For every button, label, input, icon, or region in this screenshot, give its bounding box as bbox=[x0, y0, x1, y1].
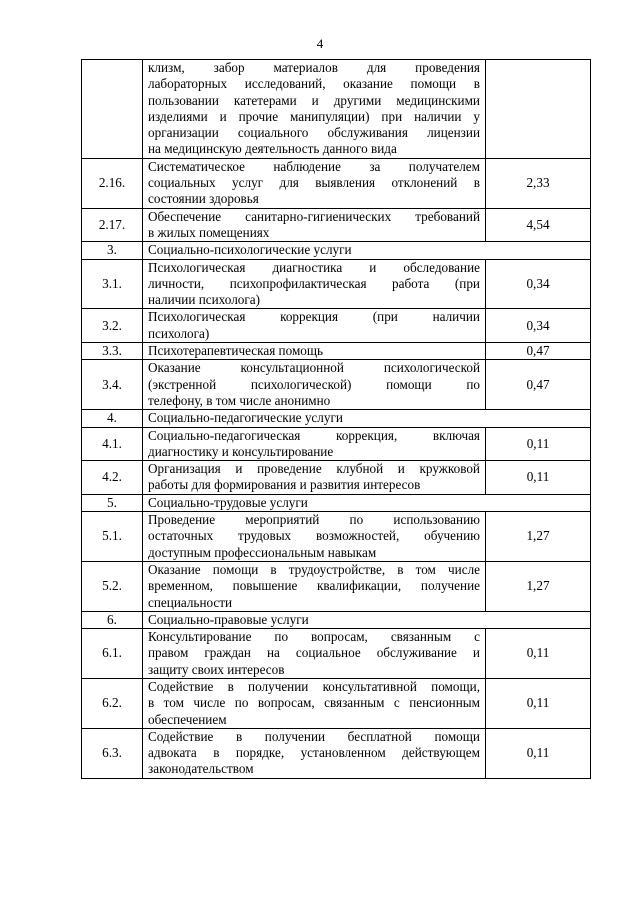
description-line: социальных услуг для выявления отклонений в bbox=[148, 175, 480, 191]
service-description bbox=[143, 60, 486, 159]
description-line: клизм, забор материалов для проведения bbox=[148, 60, 480, 75]
services-table-body bbox=[82, 60, 591, 779]
row-number: 5. bbox=[82, 494, 143, 511]
description-line: правом граждан на социальное обслуживание и bbox=[148, 645, 480, 661]
description-line: Систематическое наблюдение за получателем bbox=[148, 158, 480, 174]
section-row bbox=[82, 611, 591, 628]
description-line: Психологическая диагностика и обследование bbox=[148, 259, 480, 275]
norm-value: 0,47 bbox=[486, 343, 591, 360]
description-line: состоянии здоровья bbox=[148, 191, 259, 207]
description-line: личности, психопрофилактическая работа (при bbox=[148, 275, 480, 291]
row-number: 6.2. bbox=[82, 678, 143, 728]
table-row bbox=[82, 208, 591, 242]
description-line: остаточных трудовых возможностей, обучению bbox=[148, 528, 480, 544]
description-line: организации социального обслуживания лицензии bbox=[148, 125, 480, 141]
table-row bbox=[82, 360, 591, 410]
description-line: Оказание консультационной психологической bbox=[148, 360, 480, 376]
description-line: Социально-правовые услуги bbox=[148, 611, 309, 627]
description-line: Психологическая коррекция (при наличии bbox=[148, 309, 480, 325]
table-row bbox=[82, 427, 591, 461]
norm-value: 0,11 bbox=[486, 678, 591, 728]
table-row bbox=[82, 512, 591, 562]
table-row bbox=[82, 629, 591, 679]
description-line: Организация и проведение клубной и кружковой bbox=[148, 461, 480, 477]
service-description bbox=[143, 208, 486, 242]
description-line: Консультирование по вопросам, связанным с bbox=[148, 629, 480, 645]
description-line: временном, повышение квалификации, получение bbox=[148, 578, 480, 594]
table-row bbox=[82, 343, 591, 360]
service-description bbox=[143, 678, 486, 728]
row-number: 2.16. bbox=[82, 158, 143, 208]
description-line: законодательством bbox=[148, 761, 254, 777]
service-description bbox=[143, 360, 486, 410]
norm-value: 0,11 bbox=[486, 629, 591, 679]
row-number: 2.17. bbox=[82, 208, 143, 242]
service-description bbox=[143, 512, 486, 562]
norm-value: 0,34 bbox=[486, 259, 591, 309]
description-line: специальности bbox=[148, 594, 233, 610]
description-line: доступным профессиональным навыкам bbox=[148, 544, 377, 560]
row-number: 3. bbox=[82, 242, 143, 259]
table-row bbox=[82, 561, 591, 611]
service-description bbox=[143, 259, 486, 309]
description-line: защиту своих интересов bbox=[148, 661, 285, 677]
description-line: Социально-педагогические услуги bbox=[148, 410, 343, 426]
description-line: обеспечением bbox=[148, 711, 227, 727]
row-number: 3.3. bbox=[82, 343, 143, 360]
description-line: Проведение мероприятий по использованию bbox=[148, 512, 480, 528]
description-line: пользовании катетерами и другими медицинскими bbox=[148, 92, 480, 108]
norm-value: 0,47 bbox=[486, 360, 591, 410]
row-number: 3.1. bbox=[82, 259, 143, 309]
row-number bbox=[82, 60, 143, 159]
description-line: лабораторных исследований, оказание помощи в bbox=[148, 76, 480, 92]
description-line: психолога) bbox=[148, 325, 210, 341]
section-row bbox=[82, 242, 591, 259]
services-table bbox=[81, 59, 591, 779]
table-row bbox=[82, 60, 591, 159]
section-row bbox=[82, 410, 591, 427]
norm-value: 1,27 bbox=[486, 512, 591, 562]
norm-value bbox=[486, 60, 591, 159]
description-line: (экстренной психологической) помощи по bbox=[148, 376, 480, 392]
description-line: телефону, в том числе анонимно bbox=[148, 392, 331, 408]
norm-value: 2,33 bbox=[486, 158, 591, 208]
service-description bbox=[143, 309, 486, 343]
description-line: Социально-трудовые услуги bbox=[148, 494, 308, 510]
row-number: 4.1. bbox=[82, 427, 143, 461]
service-description bbox=[143, 629, 486, 679]
row-number: 5.1. bbox=[82, 512, 143, 562]
page-number: 4 bbox=[316, 36, 324, 51]
section-title bbox=[143, 494, 591, 511]
description-line: Социально-психологические услуги bbox=[148, 242, 352, 258]
service-description bbox=[143, 343, 486, 360]
description-line: адвоката в порядке, установленном действующем bbox=[148, 745, 480, 761]
table-row bbox=[82, 259, 591, 309]
section-row bbox=[82, 494, 591, 511]
row-number: 6.3. bbox=[82, 728, 143, 778]
description-line: работы для формирования и развития интересов bbox=[148, 477, 421, 493]
description-line: изделиями и прочие манипуляции) при наличии у bbox=[148, 108, 480, 124]
table-row bbox=[82, 309, 591, 343]
service-description bbox=[143, 728, 486, 778]
section-title bbox=[143, 242, 591, 259]
norm-value: 0,11 bbox=[486, 427, 591, 461]
description-line: диагностику и консультирование bbox=[148, 443, 334, 459]
row-number: 3.2. bbox=[82, 309, 143, 343]
table-row bbox=[82, 678, 591, 728]
norm-value: 4,54 bbox=[486, 208, 591, 242]
description-line: наличии психолога) bbox=[148, 292, 261, 308]
service-description bbox=[143, 158, 486, 208]
section-title bbox=[143, 611, 591, 628]
description-line: в жилых помещениях bbox=[148, 224, 270, 240]
row-number: 5.2. bbox=[82, 561, 143, 611]
table-row bbox=[82, 728, 591, 778]
row-number: 4.2. bbox=[82, 461, 143, 495]
service-description bbox=[143, 427, 486, 461]
section-title bbox=[143, 410, 591, 427]
row-number: 6. bbox=[82, 611, 143, 628]
service-description bbox=[143, 561, 486, 611]
row-number: 6.1. bbox=[82, 629, 143, 679]
norm-value: 0,11 bbox=[486, 728, 591, 778]
table-row bbox=[82, 158, 591, 208]
description-line: Обеспечение санитарно-гигиенических требований bbox=[148, 208, 480, 224]
description-line: Оказание помощи в трудоустройстве, в том числе bbox=[148, 561, 480, 577]
service-description bbox=[143, 461, 486, 495]
description-line: в том числе по вопросам, связанным с пенсионным bbox=[148, 695, 480, 711]
norm-value: 0,11 bbox=[486, 461, 591, 495]
description-line: на медицинскую деятельность данного вида bbox=[148, 141, 397, 157]
row-number: 3.4. bbox=[82, 360, 143, 410]
norm-value: 0,34 bbox=[486, 309, 591, 343]
description-line: Содействие в получении бесплатной помощи bbox=[148, 728, 480, 744]
norm-value: 1,27 bbox=[486, 561, 591, 611]
description-line: Содействие в получении консультативной помощи, bbox=[148, 678, 480, 694]
row-number: 4. bbox=[82, 410, 143, 427]
table-row bbox=[82, 461, 591, 495]
description-line: Психотерапевтическая помощь bbox=[148, 343, 324, 359]
description-line: Социально-педагогическая коррекция, включая bbox=[148, 427, 480, 443]
